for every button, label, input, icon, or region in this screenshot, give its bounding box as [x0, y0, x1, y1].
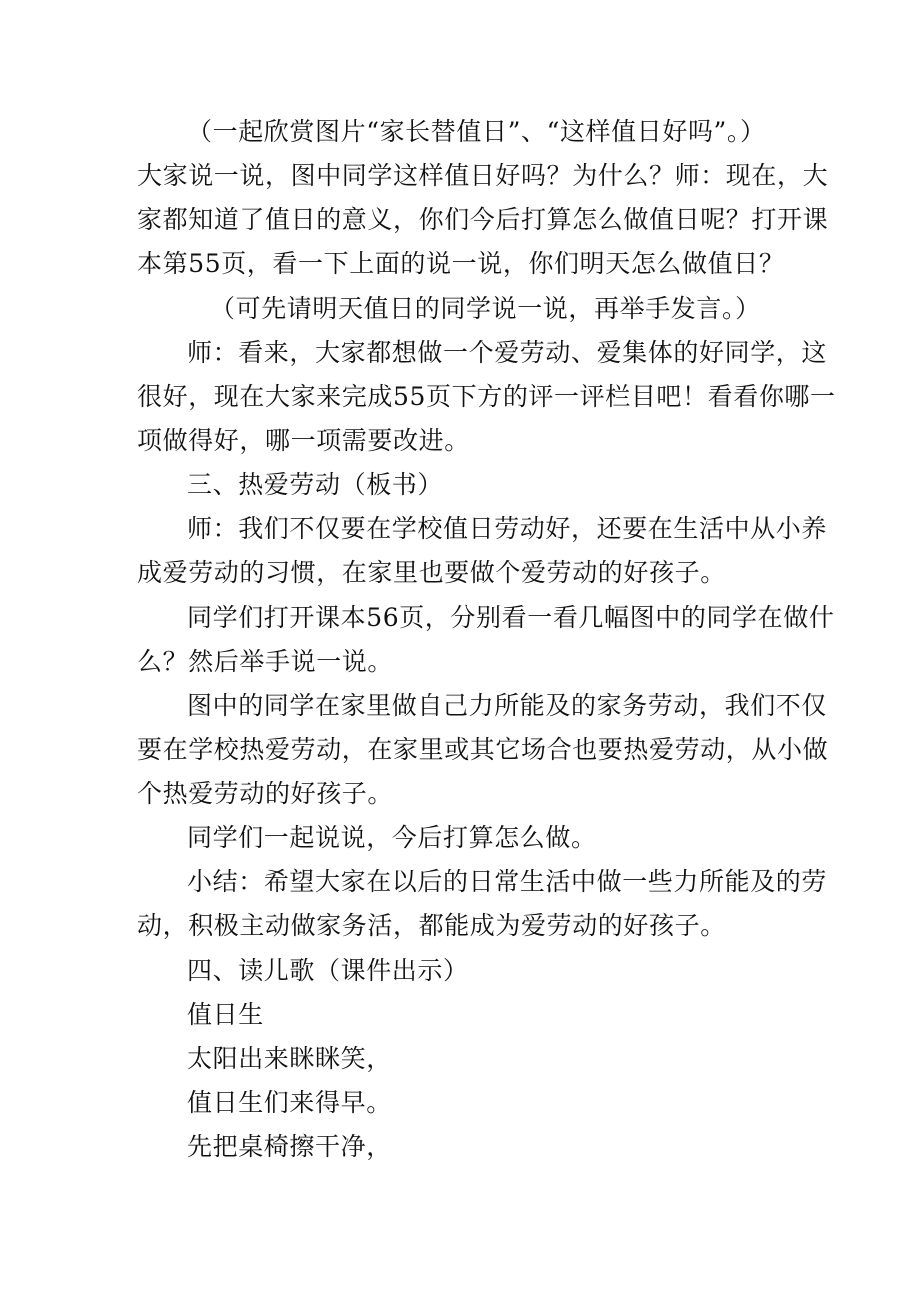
- text-line: 本第55页，看一下上面的说一说，你们明天怎么做值日？: [137, 249, 785, 278]
- poem-line: 值日生们来得早。: [187, 1088, 392, 1117]
- text-line: 师：我们不仅要在学校值日劳动好，还要在生活中从小养: [187, 514, 828, 543]
- text-line: 动，积极主动做家务活，都能成为爱劳动的好孩子。: [137, 911, 726, 940]
- text-line: 同学们一起说说，今后打算怎么做。: [187, 823, 597, 852]
- text-line: 要在学校热爱劳动，在家里或其它场合也要热爱劳动，从小做: [137, 735, 829, 764]
- text-line: （一起欣赏图片“家长替值日”、“这样值日好吗”。）: [187, 117, 766, 146]
- text-line: 小结：希望大家在以后的日常生活中做一些力所能及的劳: [187, 867, 828, 896]
- text-line: 成爱劳动的习惯，在家里也要做个爱劳动的好孩子。: [137, 558, 726, 587]
- section-heading: 四、读儿歌（课件出示）: [187, 956, 469, 985]
- text-line: 师：看来，大家都想做一个爱劳动、爱集体的好同学，这: [187, 338, 828, 367]
- text-line: 同学们打开课本56页，分别看一看几幅图中的同学在做什: [187, 603, 835, 632]
- text-line: 项做得好，哪一项需要改进。: [137, 426, 470, 455]
- text-line: 图中的同学在家里做自己力所能及的家务劳动，我们不仅: [187, 691, 828, 720]
- poem-title: 值日生: [187, 1000, 264, 1029]
- text-line: （可先请明天值日的同学说一说，再举手发言。）: [210, 294, 761, 323]
- section-heading: 三、热爱劳动（板书）: [187, 470, 444, 499]
- text-line: 么？然后举手说一说。: [137, 647, 394, 676]
- text-line: 个热爱劳动的好孩子。: [137, 779, 394, 808]
- poem-line: 太阳出来眯眯笑，: [187, 1044, 392, 1073]
- text-line: 大家说一说，图中同学这样值日好吗？为什么？师：现在，大: [137, 161, 829, 190]
- text-line: 很好，现在大家来完成55页下方的评一评栏目吧！看看你哪一: [137, 382, 836, 411]
- poem-line: 先把桌椅擦干净，: [187, 1132, 392, 1161]
- text-line: 家都知道了值日的意义，你们今后打算怎么做值日呢？打开课: [137, 205, 829, 234]
